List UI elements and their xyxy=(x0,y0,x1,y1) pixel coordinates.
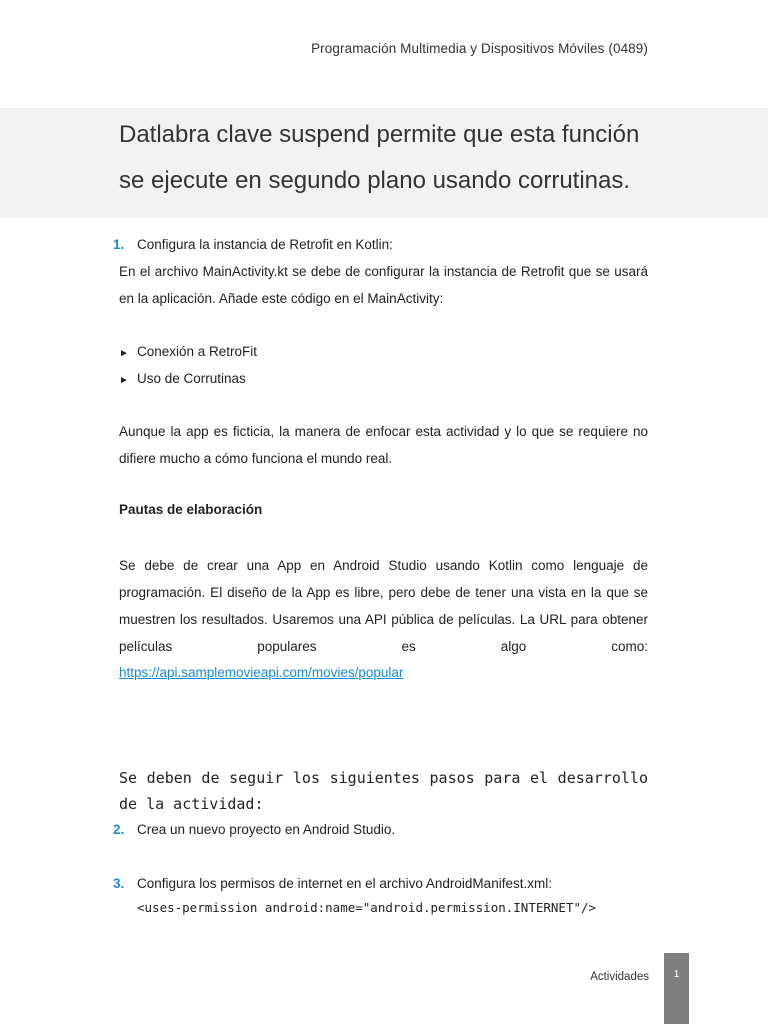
section-link-line xyxy=(119,659,648,686)
course-header: Programación Multimedia y Dispositivos Móviles (0489) xyxy=(311,41,648,56)
title-line-1: Datlabra clave suspend permite que esta función xyxy=(119,121,640,148)
manifest-code: <uses-permission android:name="android.permission.INTERNET"/> xyxy=(137,900,597,915)
step-2-text: Crea un nuevo proyecto en Android Studio. xyxy=(137,822,396,837)
step-3 xyxy=(113,876,552,891)
title-line-2: se ejecute en segundo plano usando corrutinas. xyxy=(119,167,631,194)
step-2-number: 2. xyxy=(113,822,125,837)
footer-label: Actividades xyxy=(590,971,649,983)
api-url-link[interactable]: https://api.samplemovieapi.com/movies/popular xyxy=(119,665,404,680)
step-3-number: 3. xyxy=(113,876,125,891)
bullet-item xyxy=(119,371,246,386)
bullet-text: Uso de Corrutinas xyxy=(137,371,246,386)
triangle-bullet-icon: ► xyxy=(119,375,129,386)
step-1 xyxy=(113,237,393,252)
intro-paragraph: Aunque la app es ficticia, la manera de enfocar esta actividad y lo que se requiere no difiere mucho a cómo funciona el mundo real. xyxy=(119,424,648,466)
step-2 xyxy=(113,822,395,837)
section-heading: Pautas de elaboración xyxy=(119,502,263,517)
step-1-description: En el archivo MainActivity.kt se debe de configurar la instancia de Retrofit que se usará en la aplicación. Añade este código en el MainActivity: xyxy=(119,264,648,306)
step-1-number: 1. xyxy=(113,237,125,252)
title-text xyxy=(119,112,679,204)
section-body: Se debe de crear una App en Android Studio usando Kotlin como lenguaje de programación. El diseño de la App es libre, pero debe de tener una vista en la que se muestren los resultados. Usaremos una API pública de películas. La URL para obtener películas populares es algo como: xyxy=(119,558,648,654)
step-3-text: Configura los permisos de internet en el archivo AndroidManifest.xml: xyxy=(137,876,552,891)
page-number-tab xyxy=(664,953,689,1024)
bullet-item xyxy=(119,344,257,359)
bullet-text: Conexión a RetroFit xyxy=(137,344,258,359)
page-number: 1 xyxy=(673,968,680,980)
steps-intro: Se deben de seguir los siguientes pasos para el desarrollo de la actividad: xyxy=(119,769,648,813)
triangle-bullet-icon: ► xyxy=(119,348,129,359)
step-1-text: Configura la instancia de Retrofit en Kotlin: xyxy=(137,237,393,252)
